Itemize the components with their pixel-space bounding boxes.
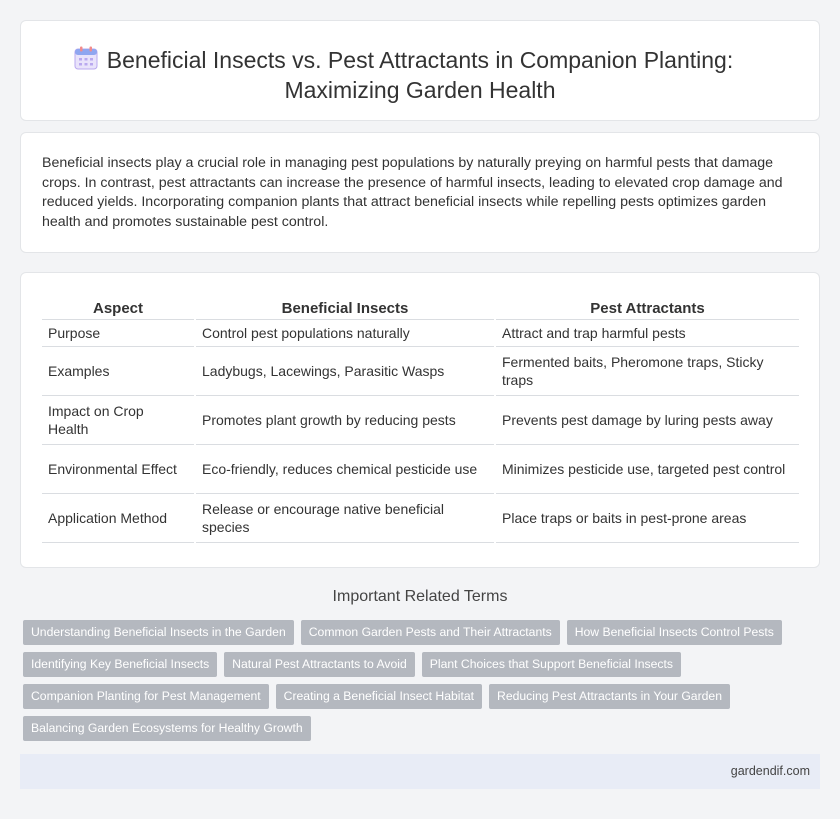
related-term-link[interactable]: Reducing Pest Attractants in Your Garden xyxy=(489,684,730,709)
related-term-link[interactable]: Plant Choices that Support Beneficial Insects xyxy=(422,652,681,677)
table-row xyxy=(42,346,799,395)
comparison-table-card xyxy=(20,272,820,568)
page-title-line-1: Beneficial Insects vs. Pest Attractants in Companion Planting: xyxy=(106,47,734,73)
table-cell: Attract and trap harmful pests xyxy=(495,319,799,346)
related-term-link[interactable]: Common Garden Pests and Their Attractants xyxy=(301,620,560,645)
related-term-link[interactable]: Identifying Key Beneficial Insects xyxy=(23,652,217,677)
related-term-link[interactable]: Natural Pest Attractants to Avoid xyxy=(224,652,415,677)
table-cell: Minimizes pesticide use, targeted pest control xyxy=(495,444,799,493)
table-cell: Prevents pest damage by luring pests away xyxy=(495,395,799,444)
table-cell: Promotes plant growth by reducing pests xyxy=(195,395,495,444)
footer-site-link[interactable]: gardendif.com xyxy=(730,764,810,778)
related-terms-heading: Important Related Terms xyxy=(332,588,508,605)
footer xyxy=(20,754,820,789)
related-term-link[interactable]: Balancing Garden Ecosystems for Healthy Growth xyxy=(23,716,311,741)
related-term-link[interactable]: Creating a Beneficial Insect Habitat xyxy=(276,684,482,709)
table-cell: Purpose xyxy=(42,319,195,346)
table-row xyxy=(42,395,799,444)
table-cell: Control pest populations naturally xyxy=(195,319,495,346)
header-pest-attractants: Pest Attractants xyxy=(495,294,799,319)
table-row xyxy=(42,493,799,542)
table-cell: Ladybugs, Lacewings, Parasitic Wasps xyxy=(195,346,495,395)
table-row xyxy=(42,319,799,346)
header-card xyxy=(20,20,820,121)
table-cell: Eco-friendly, reduces chemical pesticide use xyxy=(195,444,495,493)
related-term-link[interactable]: How Beneficial Insects Control Pests xyxy=(567,620,782,645)
intro-paragraph: Beneficial insects play a crucial role in managing pest populations by naturally preying on harmful pests that damage crops. In contrast, pest attractants can increase the presence of harmful insects, leading to elevated crop damage and reduced yields. Incorporating companion plants that attract beneficial insects while repelling pests optimizes garden health and promotes sustainable pest control. xyxy=(42,155,783,230)
page-title-line-2: Maximizing Garden Health xyxy=(284,77,556,103)
related-terms-list xyxy=(23,620,813,748)
header-beneficial-insects: Beneficial Insects xyxy=(195,294,495,319)
related-term-link[interactable]: Understanding Beneficial Insects in the Garden xyxy=(23,620,294,645)
table-cell: Application Method xyxy=(42,493,195,542)
comparison-table xyxy=(42,294,799,543)
table-cell: Impact on Crop Health xyxy=(42,395,195,444)
table-cell: Environmental Effect xyxy=(42,444,195,493)
related-term-link[interactable]: Companion Planting for Pest Management xyxy=(23,684,269,709)
table-cell: Examples xyxy=(42,346,195,395)
table-row xyxy=(42,444,799,493)
intro-card xyxy=(20,132,820,253)
header-aspect: Aspect xyxy=(42,294,195,319)
table-header-row xyxy=(42,294,799,319)
table-cell: Release or encourage native beneficial species xyxy=(195,493,495,542)
table-cell: Fermented baits, Pheromone traps, Sticky traps xyxy=(495,346,799,395)
table-cell: Place traps or baits in pest-prone areas xyxy=(495,493,799,542)
